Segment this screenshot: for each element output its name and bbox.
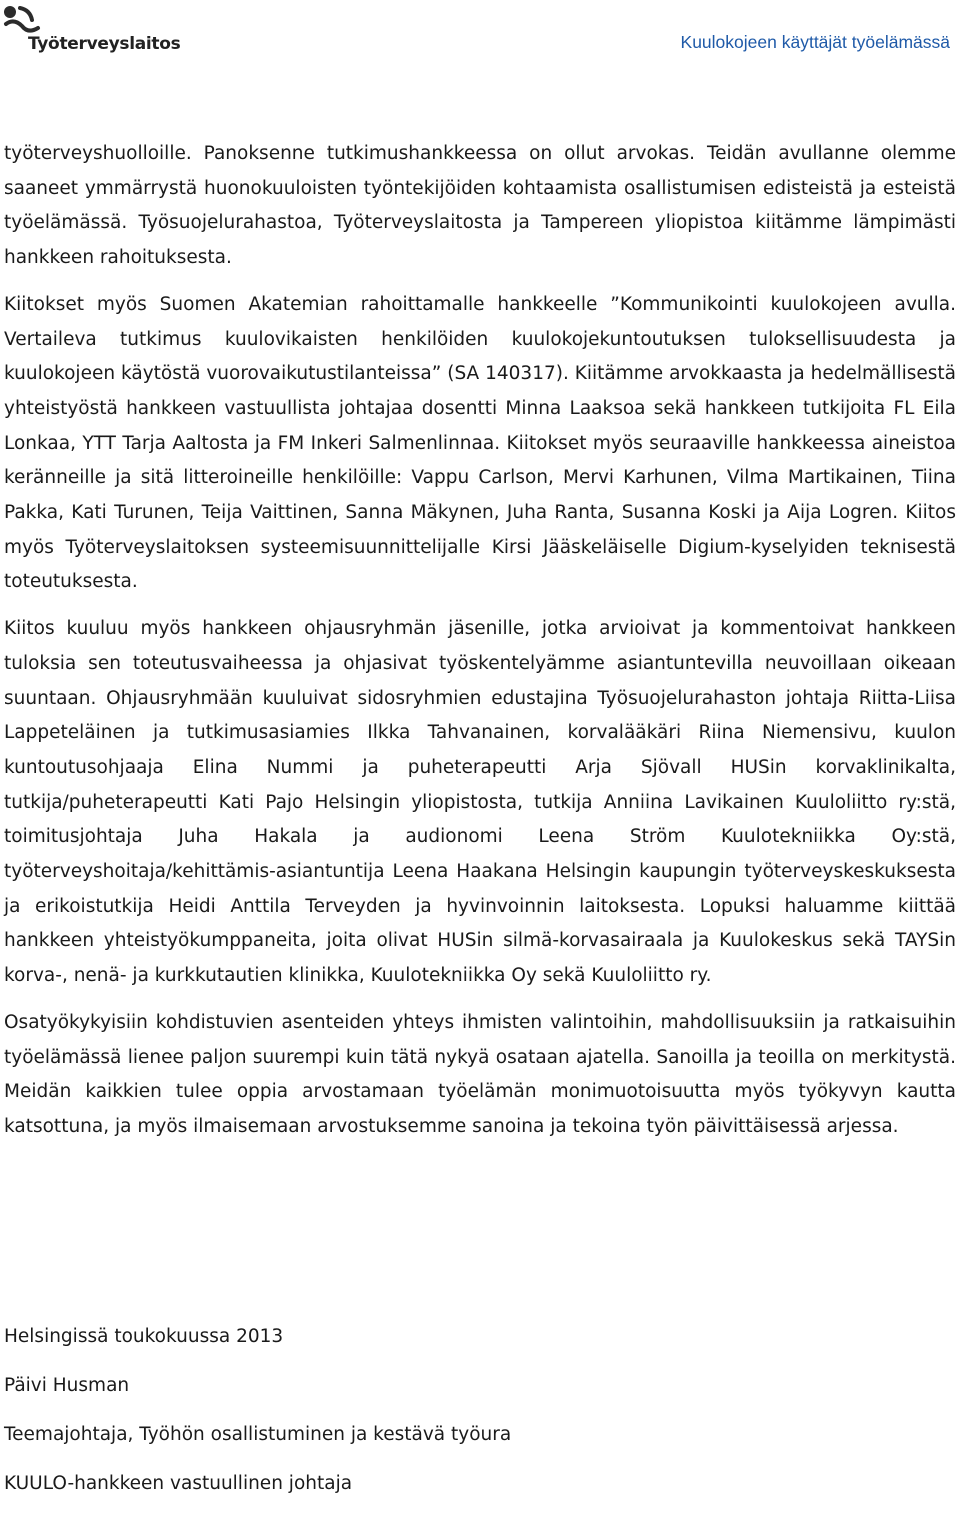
document-body — [4, 137, 956, 1145]
paragraph-funding-thanks: työterveyshuolloille. Panoksenne tutkimushankkeessa on ollut arvokas. Teidän avullanne olemme saaneet ymmärrystä huonokuuloisten työntekijöiden kohtaamista osallistumisen edisteistä ja esteistä työelämässä. Työsuojelurahastoa, Työterveyslaitosta ja Tampereen yliopistoa kiitämme lämpimästi hankkeen rahoituksesta. — [4, 143, 956, 269]
page-header — [0, 0, 960, 70]
paragraph-steering-group-thanks: Kiitos kuuluu myös hankkeen ohjausryhmän jäsenille, jotka arvioivat ja kommentoivat hankkeen tuloksia sen toteutusvaiheessa ja ohjasivat työskentelyämme asiantuntevilla neuvoillaan oikeaan suuntaan. Ohjausryhmään kuuluivat sidosryhmien edustajina Työsuojelurahaston johtaja Riitta-Liisa Lappeteläinen ja tutkimusasiamies Ilkka Tahvanainen, korvalääkäri Riina Niemensivu, kuulon kuntoutusohjaaja Elina Nummi ja puheterapeutti Arja Sjövall HUSin korvaklinikalta, tutkija/puheterapeutti Kati Pajo Helsingin yliopistosta, tutkija Anniina Lavikainen Kuuloliitto ry:stä, toimitusjohtaja Juha Hakala ja audionomi Leena Ström Kuulotekniikka Oy:stä, työterveyshoitaja/kehittämis-asiantuntija Leena Haakana Helsingin kaupungin työterveyskeskuksesta ja erikoistutkija Heidi Anttila Terveyden ja hyvinvoinnin laitoksesta. Lopuksi haluamme kiittää hankkeen yhteistyökumppaneita, joita olivat HUSin silmä-korvasairaala ja Kuulokeskus sekä TAYSin korva-, nenä- ja kurkkutautien klinikka, Kuulotekniikka Oy sekä Kuuloliitto ry. — [4, 618, 956, 987]
signature-place-date: Helsingissä toukokuussa 2013 — [4, 1326, 284, 1347]
organization-logo — [2, 4, 181, 60]
paragraph-closing-remarks: Osatyökykyisiin kohdistuvien asenteiden yhteys ihmisten valintoihin, mahdollisuuksiin ja ratkaisuihin työelämässä lienee paljon suurempi kuin tätä nykyä osataan ajatella. Sanoilla ja teoilla on merkitystä. Meidän kaikkien tulee oppia arvostamaan työelämän monimuotoisuutta myös työkyvyn kautta katsottuna, ja myös ilmaisemaan arvostuksemme sanoina ja tekoina työn päivittäisessä arjessa. — [4, 1011, 956, 1137]
signature-title: Teemajohtaja, Työhön osallistuminen ja kestävä työura — [4, 1424, 512, 1445]
paragraph-academy-thanks: Kiitokset myös Suomen Akatemian rahoittamalle hankkeelle ”Kommunikointi kuulokojeen avulla. Vertaileva tutkimus kuulovikaisten henkilöiden kuulokojekuntoutuksen tuloksellisuudesta ja kuulokojeen käytöstä vuorovaikutustilanteissa” (SA 140317). Kiitämme arvokkaasta ja hedelmällisestä yhteistyöstä hankkeen vastuullista johtajaa dosentti Minna Laaksoa sekä hankkeen tutkijoita FL Eila Lonkaa, YTT Tarja Aaltosta ja FM Inkeri Salmenlinnaa. Kiitokset myös seuraaville hankkeessa aineistoa keränneille ja sitä litteroineille henkilöille: Vappu Carlson, Mervi Karhunen, Vilma Martikainen, Tiina Pakka, Kati Turunen, Teija Vaittinen, Sanna Mäkynen, Juha Ranta, Susanna Koski ja Aija Logren. Kiitos myös Työterveyslaitoksen systeemisuunnittelijalle Kirsi Jääskeläiselle Digium-kyselyiden teknisestä toteutuksesta. — [4, 293, 956, 593]
logo-text: Työterveyslaitos — [28, 34, 181, 54]
signature-block — [4, 1320, 956, 1516]
running-title: Kuulokojeen käyttäjät työelämässä — [680, 32, 950, 52]
signature-role: KUULO-hankkeen vastuullinen johtaja — [4, 1473, 353, 1494]
signature-name: Päivi Husman — [4, 1375, 130, 1396]
